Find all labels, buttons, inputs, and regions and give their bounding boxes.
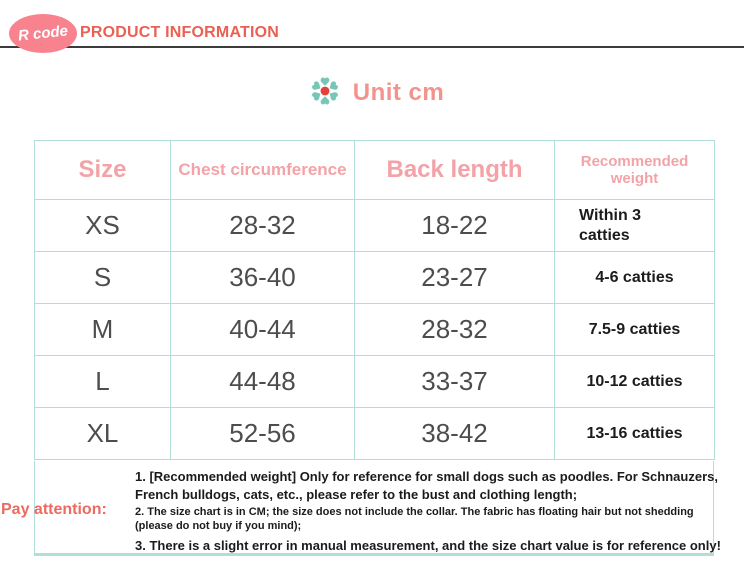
column-header-size: Size [35,141,171,200]
notes-section [1,461,721,556]
cell-chest: 44-48 [171,356,355,408]
table-row [35,252,715,304]
cell-back: 38-42 [355,408,555,460]
table-row [35,356,715,408]
page-title: PRODUCT INFORMATION [80,24,280,41]
cell-size: S [35,252,171,304]
cell-back: 33-37 [355,356,555,408]
notes-text [135,468,725,554]
flower-icon [306,72,344,115]
column-header-chest: Chest circumference [171,141,355,200]
header-divider-line [0,46,744,48]
table-row [35,408,715,460]
cell-back: 28-32 [355,304,555,356]
cell-chest: 40-44 [171,304,355,356]
cell-back: 18-22 [355,200,555,252]
cell-weight: 10-12 catties [555,356,715,408]
table-header-row [35,141,715,200]
r-code-badge-label: R code [17,22,69,45]
unit-label: Unit cm [352,79,445,106]
cell-weight: 4-6 catties [555,252,715,304]
note-item-1: 1. [Recommended weight] Only for reference for small dogs such as poodles. For Schnauzers, French bulldogs, cats, etc., please refer to the bust and clothing length; [135,469,718,502]
cell-size: M [35,304,171,356]
cell-weight: Within 3 catties [555,200,715,252]
cell-weight: 7.5-9 catties [555,304,715,356]
size-chart-table [34,140,715,460]
pay-attention-label: Pay attention: [1,501,107,518]
cell-chest: 28-32 [171,200,355,252]
cell-chest: 52-56 [171,408,355,460]
cell-back: 23-27 [355,252,555,304]
table-row [35,304,715,356]
column-header-weight: Recommended weight [555,141,715,200]
note-item-2: 2. The size chart is in CM; the size does not include the collar. The fabric has floating hair but not shedding (please do not buy if you mind); [135,506,694,533]
unit-row [0,72,750,114]
cell-size: XS [35,200,171,252]
cell-chest: 36-40 [171,252,355,304]
note-item-3: 3. There is a slight error in manual measurement, and the size chart value is for reference only! [135,537,721,553]
cell-size: L [35,356,171,408]
r-code-badge [9,14,77,53]
cell-size: XL [35,408,171,460]
table-row [35,200,715,252]
column-header-back: Back length [355,141,555,200]
cell-weight: 13-16 catties [555,408,715,460]
